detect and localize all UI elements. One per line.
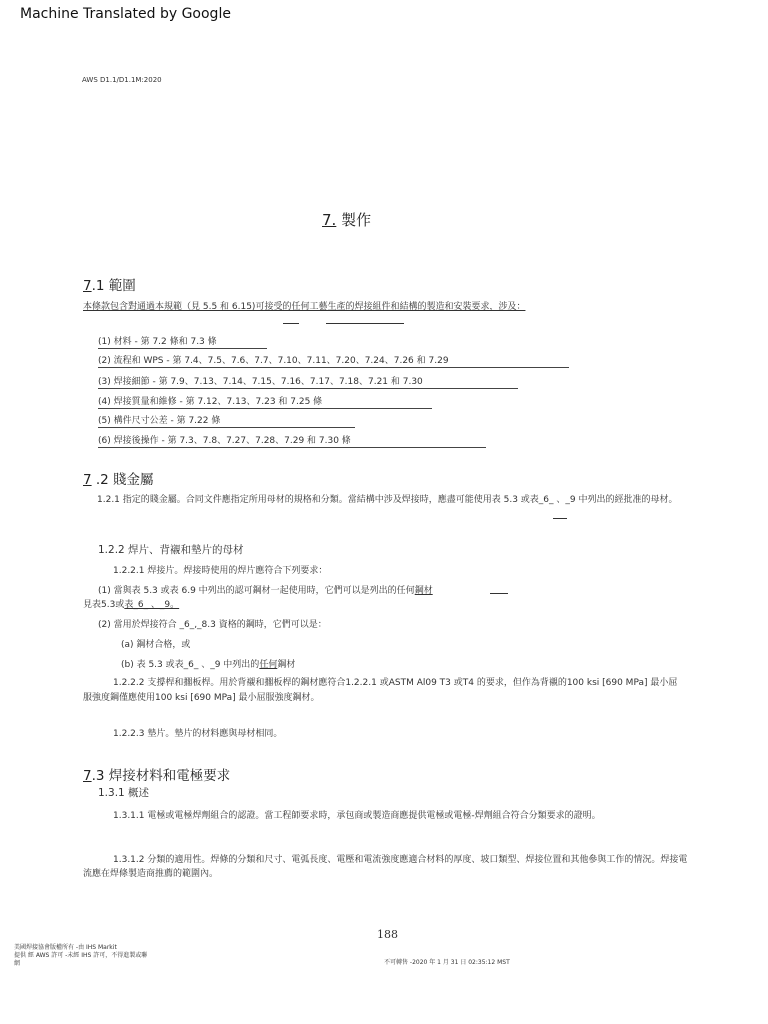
scope-item-2: (2) 流程和 WPS - 第 7.4、7.5、7.6、7.7、7.10、7.11、7.20、7.24、7.26 和 7.29	[98, 353, 569, 366]
footer-resale-notice: 不可轉售 -2020 年 1 月 31 日 02:35:12 MST	[384, 959, 510, 966]
section-7-2-heading	[83, 468, 154, 488]
para-1-2-2-1-item-b: (b) 表 5.3 或表_6_ 、_9 中列出的任何鋼材	[121, 660, 296, 670]
blank-line	[283, 323, 299, 324]
para-1-2-1: 1.2.1 指定的賤金屬。合同文件應指定所用母材的規格和分類。當結構中涉及焊接時，應盡可能使用表 5.3 或表_6_ 、_9 中列出的經批准的母材。	[97, 495, 678, 505]
chapter-name: 製作	[336, 211, 372, 229]
scope-item-5: (5) 構件尺寸公差 - 第 7.22 條	[98, 413, 355, 426]
para-1-2-2-2: 1.2.2.2 支撐桿和擱板桿。用於背襯和擱板桿的鋼材應符合1.2.2.1 或ASTM Al09 T3 或T4 的要求，但作為背襯的100 ksi [690 MPa] 最小屈服強度鋼僅應使用100 ksi [690 MPa] 最小屈服強度鋼材。	[83, 678, 678, 703]
chapter-title	[322, 209, 371, 230]
section-number: 7	[83, 768, 92, 784]
scope-item-4: (4) 焊接質量和維修 - 第 7.12、7.13、7.23 和 7.25 條	[98, 394, 432, 407]
section-title: .3 焊接材料和電極要求	[91, 768, 231, 784]
section-title: .1 範圍	[91, 278, 136, 294]
section-title: .2 賤金屬	[91, 472, 154, 488]
para-1-2-2-1-item-2: (2) 當用於焊接符合 _6_,_8.3 資格的鋼時，它們可以是：	[98, 620, 327, 630]
section-number: 7	[83, 472, 92, 488]
section-number: 7	[83, 278, 92, 294]
para-1-2-2-1-item-1: (1) 當與表 5.3 或表 6.9 中列出的認可鋼材一起使用時，它們可以是列出的任何鋼材	[98, 586, 433, 596]
scope-intro: 本條款包含對通過本規範（見 5.5 和 6.15)可接受的任何工藝生產的焊接組件和結構的製造和安裝要求，涉及：	[83, 302, 526, 312]
para-1-2-2-1-item-a: (a) 鋼材合格，或	[121, 640, 191, 650]
blank-line	[490, 593, 508, 594]
heading-1-2-2: 1.2.2 焊片、背襯和墊片的母材	[98, 544, 244, 556]
page-number: 188	[377, 928, 398, 941]
para-1-2-2-1-item-1-cont: 見表5.3或表_6_ 、_9。	[83, 600, 180, 610]
section-7-3-heading	[83, 764, 230, 784]
heading-1-3-1: 1.3.1 概述	[98, 787, 150, 799]
section-7-1-heading	[83, 274, 136, 294]
scope-item-3: (3) 焊接細節 - 第 7.9、7.13、7.14、7.15、7.16、7.17、7.18、7.21 和 7.30	[98, 374, 518, 387]
blank-line	[326, 323, 404, 324]
para-1-3-1-1: 1.3.1.1 電極或電極焊劑組合的認證。當工程師要求時，承包商或製造商應提供電極或電極-焊劑組合符合分類要求的證明。	[113, 811, 601, 821]
scope-item-1: (1) 材料 - 第 7.2 條和 7.3 條	[98, 334, 267, 347]
standard-header: AWS D1.1/D1.1M:2020	[82, 76, 162, 84]
blank-line	[553, 518, 567, 519]
para-1-2-2-1: 1.2.2.1 焊接片。焊接時使用的焊片應符合下列要求：	[113, 566, 328, 576]
para-1-3-1-2: 1.3.1.2 分類的適用性。焊條的分類和尺寸、電弧長度、電壓和電流強度應適合材料的厚度、坡口類型、焊接位置和其他參與工作的情況。焊接電流應在焊條製造商推薦的範圍內。	[83, 855, 688, 879]
chapter-number: 7.	[322, 211, 337, 229]
scope-item-6: (6) 焊接後操作 - 第 7.3、7.8、7.27、7.28、7.29 和 7.30 條	[98, 433, 486, 446]
footer-copyright: 美國焊接協會版權所有 -由 IHS Markit 提供 經 AWS 許可 -未經 IHS 許可，不得進製或聯 網	[14, 944, 148, 967]
para-1-2-2-3: 1.2.2.3 墊片。墊片的材料應與母材相同。	[113, 729, 283, 739]
translation-banner: Machine Translated by Google	[20, 6, 231, 22]
